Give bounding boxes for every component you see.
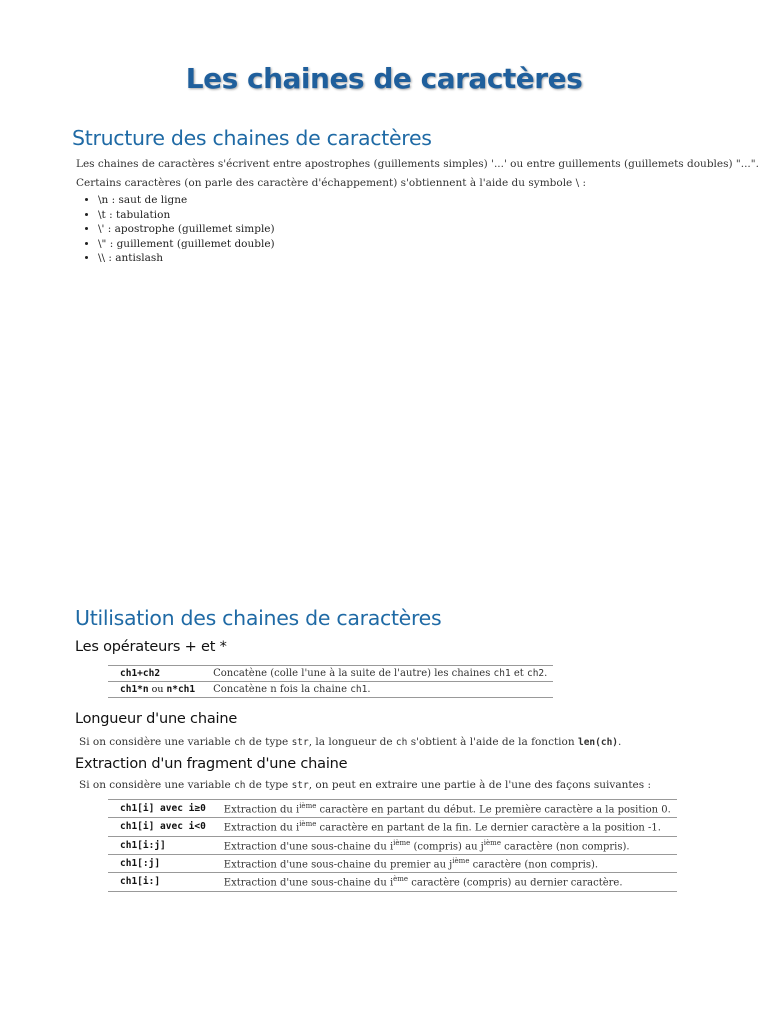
- table-row: [108, 873, 677, 891]
- operators-table: [108, 665, 553, 698]
- extract-code: ch1[i] avec i≥0: [120, 803, 206, 815]
- list-item: • \' : apostrophe (guillemet simple): [98, 222, 275, 237]
- section-heading-structure: Structure des chaines de caractères: [72, 126, 432, 150]
- table-row: [108, 854, 677, 872]
- escape-intro-paragraph: Certains caractères (on parle des caractère d'échappement) s'obtiennent à l'aide du symbole \ :: [76, 177, 587, 189]
- length-paragraph: Si on considère une variable ch de type str, la longueur de ch s'obtient à l'aide de la fonction len(ch).: [79, 736, 622, 748]
- list-item: • \t : tabulation: [98, 208, 275, 223]
- extract-code: ch1[i] avec i<0: [120, 821, 206, 833]
- extract-description: Extraction d'une sous-chaine du $i^{ème}$ caractère (compris) au dernier caractère.: [223, 875, 623, 889]
- operator-description: Concatène (colle l'une à la suite de l'autre) les chaines ch1 et ch2.: [213, 668, 548, 679]
- operator-code: ch1+ch2: [120, 668, 161, 679]
- section-heading-utilisation: Utilisation des chaines de caractères: [75, 606, 442, 630]
- extract-description: Extraction du $i^{ième}$ caractère en partant de la fin. Le dernier caractère a la position -1.: [223, 820, 661, 834]
- quotes-paragraph: Les chaines de caractères s'écrivent entre apostrophes (guillements simples) '...' ou entre guillements (guillemets doubles) "...".: [76, 158, 759, 170]
- extract-description: Extraction d'une sous-chaine du premier au $j^{ième}$ caractère (non compris).: [223, 856, 599, 871]
- escape-list: [76, 193, 275, 266]
- extract-heading: Extraction d'un fragment d'une chaine: [75, 756, 348, 772]
- table-row: [108, 682, 553, 698]
- extract-code: ch1[i:]: [120, 876, 161, 888]
- extract-paragraph: Si on considère une variable ch de type str, on peut en extraire une partie à de l'une des façons suivantes :: [79, 779, 652, 791]
- operator-description: Concatène n fois la chaine ch1.: [213, 684, 371, 695]
- extract-code: ch1[i:j]: [120, 839, 166, 851]
- page-title: Les chaines de caractères: [185, 62, 583, 95]
- operators-heading: Les opérateurs + et *: [75, 639, 227, 655]
- table-row: [108, 836, 677, 854]
- table-row: [108, 800, 677, 818]
- extract-description: Extraction du $i^{ième}$ caractère en partant du début. Le première caractère a la position 0.: [223, 802, 671, 816]
- list-item: • \n : saut de ligne: [98, 193, 275, 208]
- extract-table: [108, 799, 677, 892]
- operator-code: ch1*n ou n*ch1: [120, 684, 196, 695]
- list-item: • \\ : antislash: [98, 251, 275, 266]
- extract-description: Extraction d'une sous-chaine du $i^{ième}$ (compris) au $j^{ième}$ caractère (non compris).: [223, 838, 630, 852]
- list-item: • \" : guillement (guillemet double): [98, 237, 275, 252]
- table-row: [108, 818, 677, 836]
- length-heading: Longueur d'une chaine: [75, 711, 238, 727]
- table-row: [108, 666, 553, 682]
- extract-code: ch1[:j]: [120, 858, 161, 870]
